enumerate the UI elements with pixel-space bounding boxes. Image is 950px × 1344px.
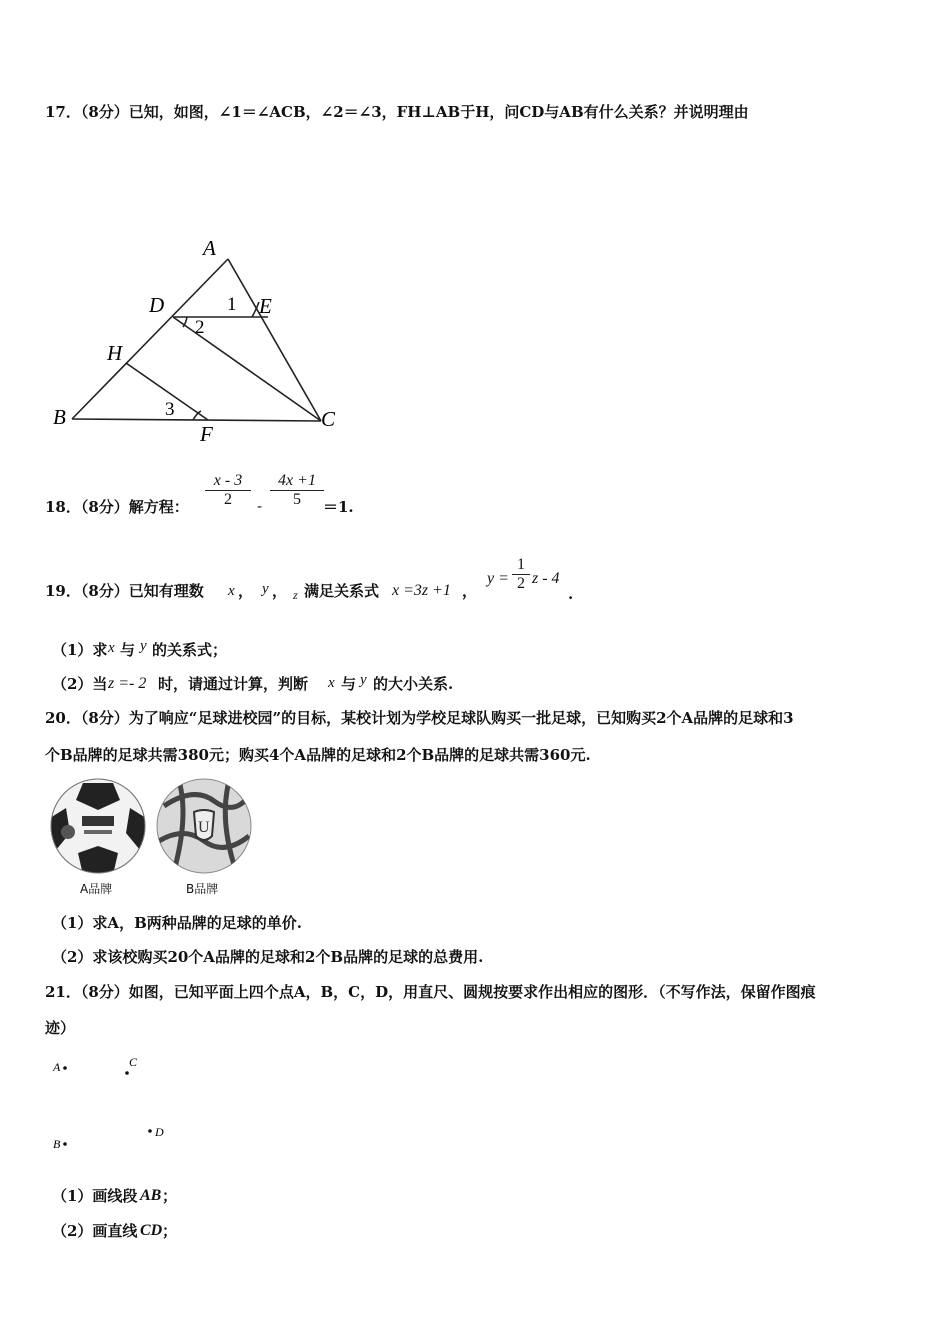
q20-sub2: （2）求该校购买20个A品牌的足球和2个B品牌的足球的总费用. — [52, 948, 484, 966]
q19-sub1-x: x — [108, 640, 115, 656]
label-a: A — [203, 236, 216, 260]
q19-var-y: y — [262, 581, 269, 597]
point-label-c: C — [129, 1055, 138, 1069]
football-b-image — [154, 776, 254, 876]
q19-eq1: x =3z +1 — [392, 582, 451, 599]
points-figure — [45, 1050, 185, 1160]
q19-sub2-a: （2）当 — [52, 675, 108, 693]
q18-fraction-2 — [270, 472, 324, 509]
point-label-d: D — [155, 1125, 164, 1139]
q19-prefix: 19．（8分）已知有理数 — [45, 582, 204, 600]
q19-sub1-b: 与 — [120, 641, 136, 659]
q21-sub2-a: （2）画直线 — [52, 1222, 138, 1240]
q19-mid: 满足关系式 — [304, 582, 380, 600]
q19-frac-den: 2 — [517, 575, 525, 592]
label-h: H — [107, 341, 123, 365]
q21-sub2-c: ； — [162, 1222, 178, 1240]
label-f: F — [200, 422, 213, 446]
q20-line2: 个B品牌的足球共需380元；购买4个A品牌的足球和2个B品牌的足球共需360元. — [45, 746, 591, 764]
caption-a-brand: A品牌 — [80, 882, 113, 896]
angle-mark-1 — [252, 302, 259, 317]
q19-comma: ， — [462, 582, 478, 600]
caption-b-brand: B品牌 — [186, 882, 219, 896]
q20-line1: 20．（8分）为了响应“足球进校园”的目标，某校计划为学校足球队购买一批足球，已知购买2个A品牌的足球和3 — [45, 709, 794, 727]
q19-sub1-a: （1）求 — [52, 641, 108, 659]
segment-bc — [72, 419, 321, 421]
point-c — [125, 1071, 129, 1075]
q19-sub2-c: 与 — [341, 675, 357, 693]
label-d: D — [149, 293, 165, 317]
q19-sub2-x: x — [328, 675, 335, 691]
q18-f2-num: 4x +1 — [278, 472, 316, 489]
q21-line1: 21．（8分）如图，已知平面上四个点A，B，C，D，用直尺、圆规按要求作出相应的图形．（不写作法，保留作图痕 — [45, 983, 816, 1001]
label-angle-3: 3 — [165, 399, 175, 420]
q18-fraction-1 — [205, 472, 251, 509]
label-c: C — [321, 407, 336, 431]
q19-var-z: z — [293, 588, 298, 602]
point-d — [148, 1129, 152, 1133]
label-e: E — [259, 294, 272, 318]
q18-f1-num: x - 3 — [213, 472, 243, 489]
q19-sep2: ， — [272, 582, 288, 600]
q19-end: . — [568, 585, 574, 603]
segment-ac — [228, 259, 321, 421]
label-angle-2: 2 — [195, 317, 205, 338]
q19-sub2-b: 时，请通过计算，判断 — [158, 675, 309, 693]
q21-sub1-a: （1）画线段 — [52, 1187, 138, 1205]
point-a — [63, 1066, 67, 1070]
svg-text:U: U — [198, 819, 210, 836]
q20-sub1: （1）求A，B两种品牌的足球的单价. — [52, 914, 302, 932]
q18-f2-den: 5 — [293, 491, 301, 508]
point-b — [63, 1142, 67, 1146]
label-b: B — [53, 405, 66, 429]
q19-fraction — [512, 556, 530, 593]
q19-frac-num: 1 — [517, 556, 525, 573]
q21-sub2-b: CD — [140, 1222, 163, 1239]
q19-sub2-z: z =- 2 — [108, 675, 147, 692]
q18-prefix: 18．（8分）解方程： — [45, 498, 189, 516]
point-label-a: A — [53, 1060, 61, 1074]
q19-sub1-c: 的关系式； — [152, 641, 228, 659]
football-a-image — [48, 778, 148, 878]
q19-var-x: x — [228, 583, 235, 599]
q18-minus: - — [257, 497, 263, 515]
q19-sep1: ， — [238, 582, 254, 600]
q19-sub2-y: y — [360, 672, 367, 688]
q19-eq2-left: y = — [487, 570, 509, 587]
q19-sub2-d: 的大小关系. — [373, 675, 454, 693]
label-angle-1: 1 — [227, 294, 237, 315]
q21-sub1-c: ； — [162, 1187, 178, 1205]
q19-eq2-right: z - 4 — [532, 570, 560, 587]
q21-line2: 迹） — [45, 1019, 76, 1037]
q19-sub1-y: y — [140, 638, 147, 654]
q18-suffix: ＝1. — [323, 498, 354, 516]
point-label-b: B — [53, 1137, 61, 1151]
q18-f1-den: 2 — [224, 491, 232, 508]
q21-sub1-b: AB — [140, 1187, 162, 1204]
q17-text: 17．（8分）已知，如图，∠1＝∠ACB，∠2＝∠3，FH⊥AB于H，问CD与AB有什么关系？并说明理由 — [45, 103, 749, 121]
triangle-figure — [45, 232, 355, 447]
